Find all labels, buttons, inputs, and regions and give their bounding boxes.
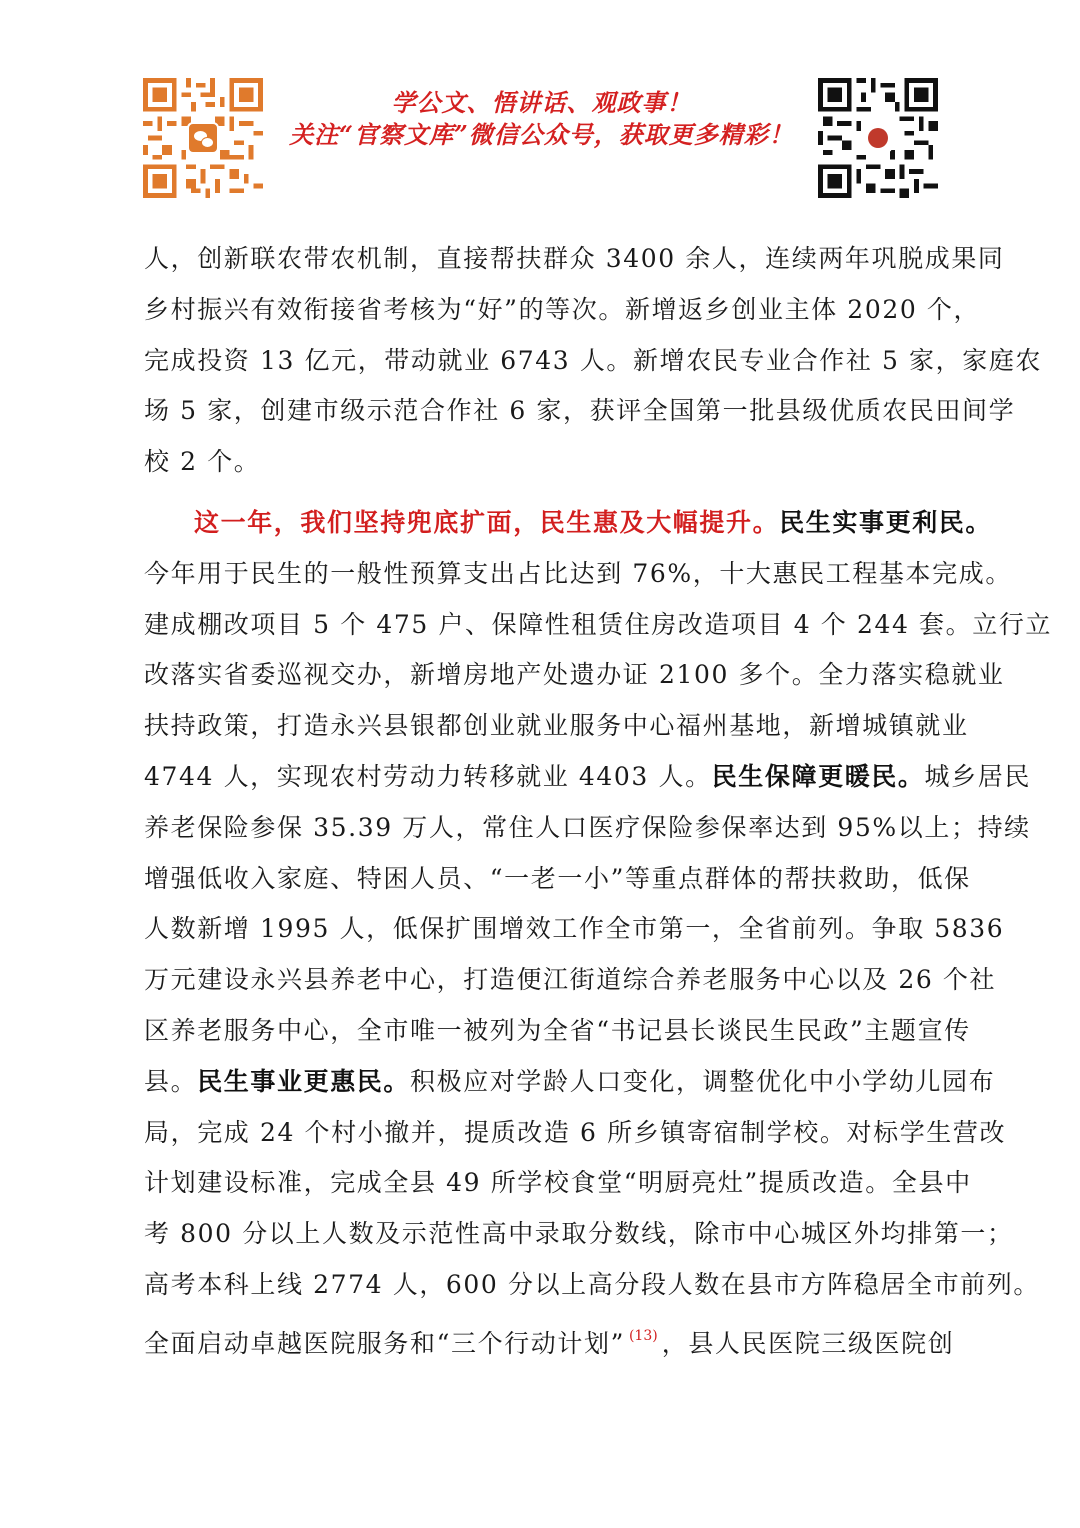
- text-line: 校 2 个。: [144, 447, 261, 477]
- text-line: 人，创新联农带农机制，直接帮扶群众 3400 余人，连续两年巩脱成果同: [144, 244, 1005, 273]
- text-line: 扶持政策，打造永兴县银都创业就业服务中心福州基地，新增城镇就业: [144, 711, 969, 741]
- text-line: [144, 1057, 996, 1108]
- text-line: 人数新增 1995 人，低保扩围增效工作全市第一，全省前列。争取 5836: [144, 914, 1005, 944]
- text-line: [144, 1311, 955, 1362]
- qr-code-icon: [818, 78, 938, 198]
- text-line: 场 5 家，创建市级示范合作社 6 家，获评全国第一批县级优质农民田间学: [144, 396, 1016, 426]
- subheading-bold: 民生保障更暖民。: [711, 761, 925, 791]
- text-span: 积极应对学龄人口变化，调整优化中小学幼儿园布: [410, 1066, 996, 1096]
- header-slogan: 学公文、悟讲话、观政事！: [391, 88, 692, 117]
- text-span: 4744 人，实现农村劳动力转移就业 4403 人。: [144, 761, 712, 791]
- text-line: 今年用于民生的一般性预算支出占比达到 76%，十大惠民工程基本完成。: [144, 558, 1012, 588]
- text-line: 万元建设永兴县养老中心，打造便江街道综合养老服务中心以及 26 个社: [144, 965, 997, 995]
- text-span: ，县人民医院三级医院创: [661, 1328, 955, 1358]
- text-line: [144, 752, 1031, 803]
- text-line: 养老保险参保 35.39 万人，常住人口医疗保险参保率达到 95%以上；持续: [144, 812, 1031, 842]
- text-line: 高考本科上线 2774 人，600 分以上高分段人数在县市方阵稳居全市前列。: [144, 1269, 1040, 1299]
- footnote-marker[interactable]: (13): [628, 1327, 658, 1344]
- text-line: 局，完成 24 个村小撤并，提质改造 6 所乡镇寄宿制学校。对标学生营改: [144, 1117, 1007, 1147]
- subheading-bold: 民生实事更利民。: [779, 507, 993, 537]
- text-line: 建成棚改项目 5 个 475 户、保障性租赁住房改造项目 4 个 244 套。立行立: [144, 609, 1053, 639]
- subheading-bold: 民生事业更惠民。: [197, 1066, 411, 1096]
- text-line: 增强低收入家庭、特困人员、“一老一小”等重点群体的帮扶救助，低保: [144, 863, 971, 893]
- text-line: 完成投资 13 亿元，带动就业 6743 人。新增农民专业合作社 5 家，家庭农: [144, 345, 1043, 375]
- text-line: 乡村振兴有效衔接省考核为“好”的等次。新增返乡创业主体 2020 个，: [144, 294, 981, 324]
- text-span: 全面启动卓越医院服务和“三个行动计划”: [144, 1328, 625, 1358]
- paragraph-lead-line: [144, 498, 993, 549]
- section-lead-red: 这一年，我们坚持兜底扩面，民生惠及大幅提升。: [194, 507, 780, 537]
- text-span: 县。: [144, 1066, 198, 1096]
- promo-header: [0, 0, 1080, 215]
- text-line: 计划建设标准，完成全县 49 所学校食堂“明厨亮灶”提质改造。全县中: [144, 1168, 972, 1198]
- text-line: 考 800 分以上人数及示范性高中录取分数线，除市中心城区外均排第一；: [144, 1219, 1014, 1249]
- header-follow-prompt: 关注“官察文库”微信公众号，获取更多精彩！: [289, 120, 794, 149]
- text-line: 改落实省委巡视交办，新增房地产处遗办证 2100 多个。全力落实稳就业: [144, 660, 1005, 690]
- text-span: 城乡居民: [924, 761, 1031, 791]
- document-body: [144, 234, 1053, 1362]
- brand-logo-icon: [864, 124, 892, 152]
- wechat-icon: [187, 122, 219, 154]
- text-line: 区养老服务中心，全市唯一被列为全省“书记县长谈民生民政”主题宣传: [144, 1015, 971, 1045]
- wechat-qr-icon: [143, 78, 263, 198]
